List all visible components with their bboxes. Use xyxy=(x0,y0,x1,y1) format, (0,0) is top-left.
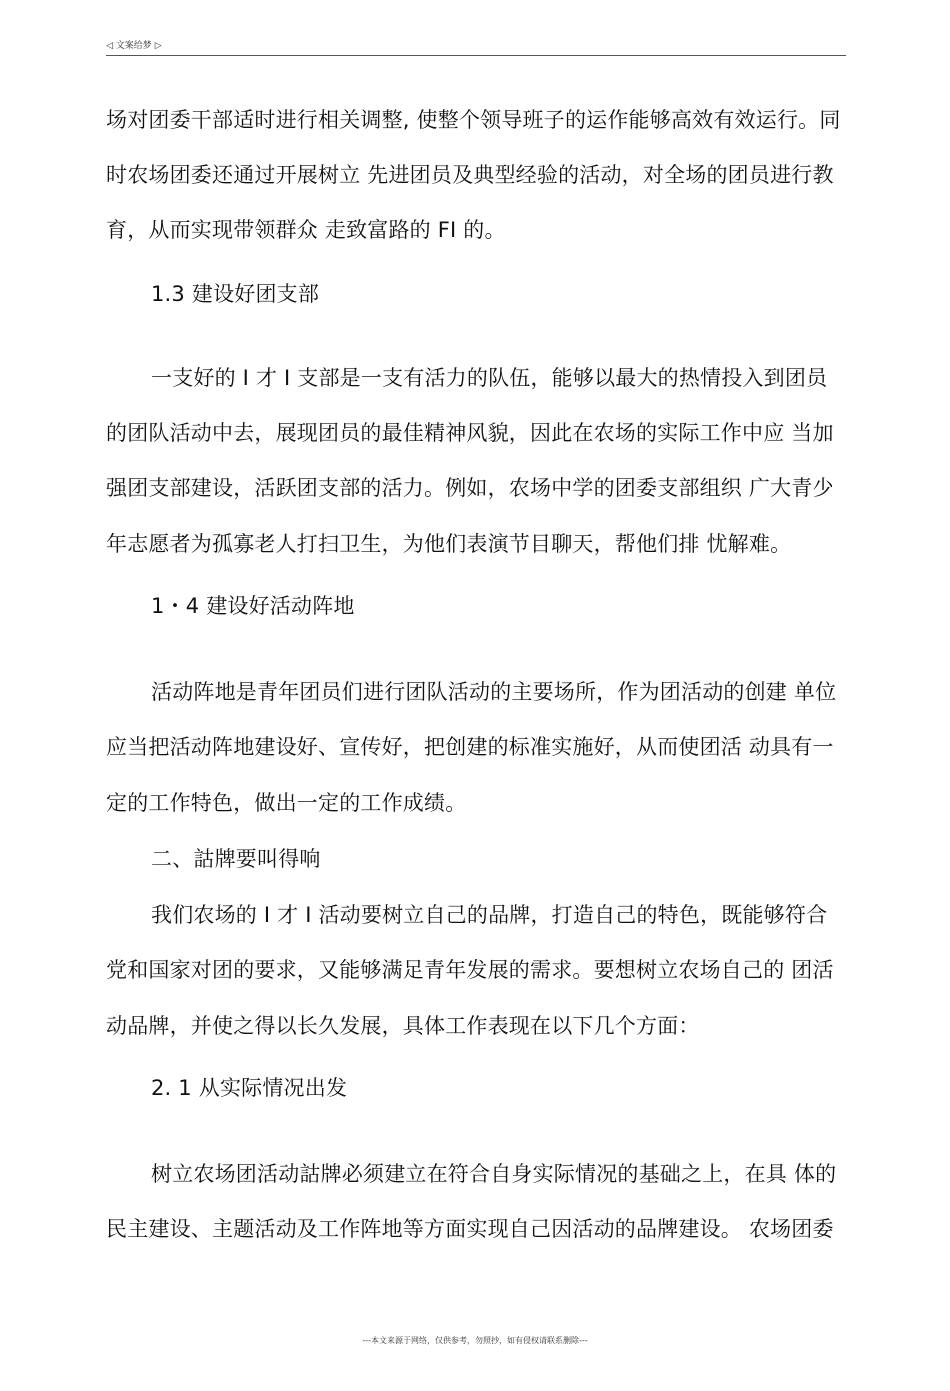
paragraph-line: 民主建设、主题活动及工作阵地等方面实现自己因活动的品牌建设。 农场团委 xyxy=(106,1217,834,1241)
left-triangle-icon: ◁ xyxy=(106,41,113,51)
paragraph-line: 年志愿者为孤寡老人打扫卫生，为他们表演节目聊天，帮他们排 忧解难。 xyxy=(106,532,792,556)
header-title: 文案给梦 xyxy=(115,41,152,51)
page-footer: ---本文来源于网络，仅供参考，勿照抄，如有侵权请联系删除--- xyxy=(362,1336,588,1345)
page-header xyxy=(106,40,846,56)
paragraph-line: 一支好的 I 才 I 支部是一支有活力的队伍，能够以最大的热情投入到团员 xyxy=(151,366,828,390)
paragraph-line: 场对团委干部适时进行相关调整, 使整个领导班子的运作能够高效有效运行。同 xyxy=(106,108,841,132)
section-heading: 2. 1 从实际情况出发 xyxy=(151,1076,348,1100)
section-heading: 1.3 建设好团支部 xyxy=(151,282,320,306)
right-triangle-icon: ▷ xyxy=(154,41,162,51)
paragraph-line: 强团支部建设，活跃团支部的活力。例如，农场中学的团委支部组织 广大青少 xyxy=(106,476,834,500)
paragraph-line: 应当把活动阵地建设好、宣传好，把创建的标准实施好，从而使团活 动具有一 xyxy=(106,735,834,759)
paragraph-line: 育，从而实现带领群众 走致富路的 FI 的。 xyxy=(106,218,506,242)
paragraph-line: 时农场团委还通过开展树立 先进团员及典型经验的活动，对全场的团员进行教 xyxy=(106,163,834,187)
header-divider xyxy=(106,55,846,56)
paragraph-line: 动品牌，并使之得以长久发展，具体工作表现在以下几个方面： xyxy=(106,1014,700,1038)
paragraph-line: 我们农场的 I 才 I 活动要树立自己的品牌，打造自己的特色，既能够符合 xyxy=(151,903,828,927)
paragraph-line: 的团队活动中去，展现团员的最佳精神风貌，因此在农场的实际工作中应 当加 xyxy=(106,421,834,445)
section-heading: 1・4 建设好活动阵地 xyxy=(151,594,355,618)
paragraph-line: 定的工作特色，做出一定的工作成绩。 xyxy=(106,791,467,815)
paragraph-line: 活动阵地是青年团员们进行团队活动的主要场所，作为团活动的创建 单位 xyxy=(151,680,837,704)
section-heading: 二、詁牌要叫得响 xyxy=(151,847,321,871)
paragraph-line: 树立农场团活动詁牌必须建立在符合自身实际情况的基础之上，在具 体的 xyxy=(151,1162,837,1186)
paragraph-line: 党和国家对团的要求，又能够满足青年发展的需求。要想树立农场自己的 团活 xyxy=(106,958,834,982)
